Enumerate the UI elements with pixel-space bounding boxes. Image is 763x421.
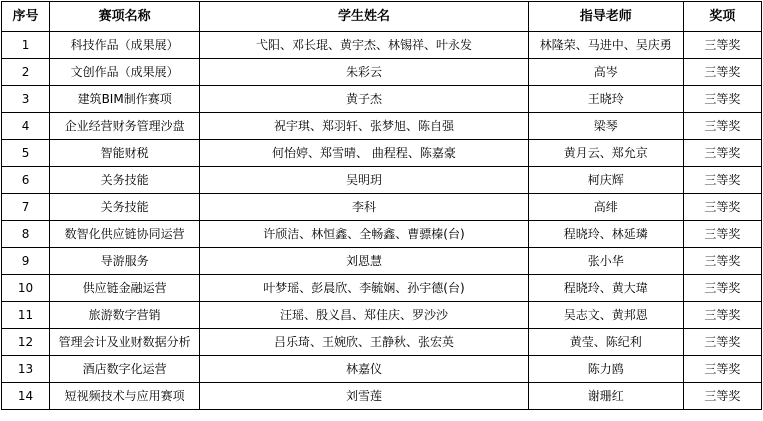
table-row (2, 356, 762, 383)
cell-award: 三等奖 (683, 194, 761, 221)
cell-item: 文创作品（成果展） (50, 59, 200, 86)
header-item: 赛项名称 (50, 2, 200, 32)
cell-seq: 11 (2, 302, 50, 329)
cell-item: 酒店数字化运营 (50, 356, 200, 383)
header-students: 学生姓名 (200, 2, 528, 32)
cell-seq: 13 (2, 356, 50, 383)
table-row (2, 383, 762, 410)
cell-teachers: 柯庆辉 (528, 167, 683, 194)
cell-item: 导游服务 (50, 248, 200, 275)
cell-seq: 7 (2, 194, 50, 221)
header-row (2, 2, 762, 32)
cell-teachers: 林隆荣、马进中、吴庆勇 (528, 32, 683, 59)
table-row (2, 329, 762, 356)
table-row (2, 194, 762, 221)
cell-award: 三等奖 (683, 275, 761, 302)
cell-item: 智能财税 (50, 140, 200, 167)
cell-students: 许颀洁、林恒鑫、全畅鑫、曹骠榛(台) (200, 221, 528, 248)
awards-table (1, 1, 762, 410)
cell-award: 三等奖 (683, 302, 761, 329)
cell-teachers: 张小华 (528, 248, 683, 275)
cell-students: 吕乐琦、王婉欣、王静秋、张宏英 (200, 329, 528, 356)
cell-award: 三等奖 (683, 221, 761, 248)
table-row (2, 248, 762, 275)
header-teachers: 指导老师 (528, 2, 683, 32)
cell-students: 叶梦瑶、彭晨欣、李毓娴、孙宇德(台) (200, 275, 528, 302)
cell-award: 三等奖 (683, 59, 761, 86)
cell-students: 林嘉仪 (200, 356, 528, 383)
cell-seq: 3 (2, 86, 50, 113)
table-row (2, 86, 762, 113)
cell-award: 三等奖 (683, 329, 761, 356)
cell-students: 刘雪莲 (200, 383, 528, 410)
table-row (2, 113, 762, 140)
cell-award: 三等奖 (683, 356, 761, 383)
cell-students: 黄子杰 (200, 86, 528, 113)
table-row (2, 302, 762, 329)
cell-students: 弋阳、邓长琨、黄宇杰、林锡祥、叶永发 (200, 32, 528, 59)
cell-seq: 9 (2, 248, 50, 275)
cell-students: 吴明玥 (200, 167, 528, 194)
cell-item: 供应链金融运营 (50, 275, 200, 302)
cell-students: 刘恩慧 (200, 248, 528, 275)
cell-teachers: 谢珊红 (528, 383, 683, 410)
cell-students: 朱彩云 (200, 59, 528, 86)
header-award: 奖项 (683, 2, 761, 32)
table-row (2, 221, 762, 248)
cell-students: 李科 (200, 194, 528, 221)
header-seq: 序号 (2, 2, 50, 32)
cell-teachers: 梁琴 (528, 113, 683, 140)
cell-award: 三等奖 (683, 113, 761, 140)
cell-seq: 1 (2, 32, 50, 59)
cell-students: 祝宇琪、郑羽轩、张梦旭、陈自强 (200, 113, 528, 140)
cell-item: 短视频技术与应用赛项 (50, 383, 200, 410)
cell-seq: 8 (2, 221, 50, 248)
cell-teachers: 黄莹、陈纪利 (528, 329, 683, 356)
cell-seq: 5 (2, 140, 50, 167)
cell-item: 数智化供应链协同运营 (50, 221, 200, 248)
cell-item: 科技作品（成果展） (50, 32, 200, 59)
cell-item: 建筑BIM制作赛项 (50, 86, 200, 113)
cell-students: 何怡婷、郑雪晴、 曲程程、陈嘉豪 (200, 140, 528, 167)
table-row (2, 275, 762, 302)
cell-item: 企业经营财务管理沙盘 (50, 113, 200, 140)
cell-teachers: 高绯 (528, 194, 683, 221)
cell-seq: 12 (2, 329, 50, 356)
table-row (2, 32, 762, 59)
cell-teachers: 王晓玲 (528, 86, 683, 113)
cell-item: 关务技能 (50, 167, 200, 194)
cell-teachers: 吴志文、黄邦恩 (528, 302, 683, 329)
cell-award: 三等奖 (683, 383, 761, 410)
cell-item: 旅游数字营销 (50, 302, 200, 329)
cell-award: 三等奖 (683, 86, 761, 113)
table-row (2, 59, 762, 86)
cell-teachers: 程晓玲、林延璘 (528, 221, 683, 248)
cell-seq: 6 (2, 167, 50, 194)
table-row (2, 167, 762, 194)
table-body (2, 32, 762, 410)
cell-award: 三等奖 (683, 248, 761, 275)
cell-teachers: 高岑 (528, 59, 683, 86)
cell-teachers: 程晓玲、黄大瑋 (528, 275, 683, 302)
cell-item: 管理会计及业财数据分析 (50, 329, 200, 356)
cell-item: 关务技能 (50, 194, 200, 221)
cell-seq: 14 (2, 383, 50, 410)
cell-seq: 2 (2, 59, 50, 86)
cell-award: 三等奖 (683, 32, 761, 59)
cell-seq: 10 (2, 275, 50, 302)
cell-award: 三等奖 (683, 140, 761, 167)
table-row (2, 140, 762, 167)
cell-teachers: 陈力鸥 (528, 356, 683, 383)
cell-seq: 4 (2, 113, 50, 140)
cell-students: 汪瑶、殷义昌、郑佳庆、罗沙沙 (200, 302, 528, 329)
cell-teachers: 黄月云、郑允京 (528, 140, 683, 167)
table-header (2, 2, 762, 32)
cell-award: 三等奖 (683, 167, 761, 194)
